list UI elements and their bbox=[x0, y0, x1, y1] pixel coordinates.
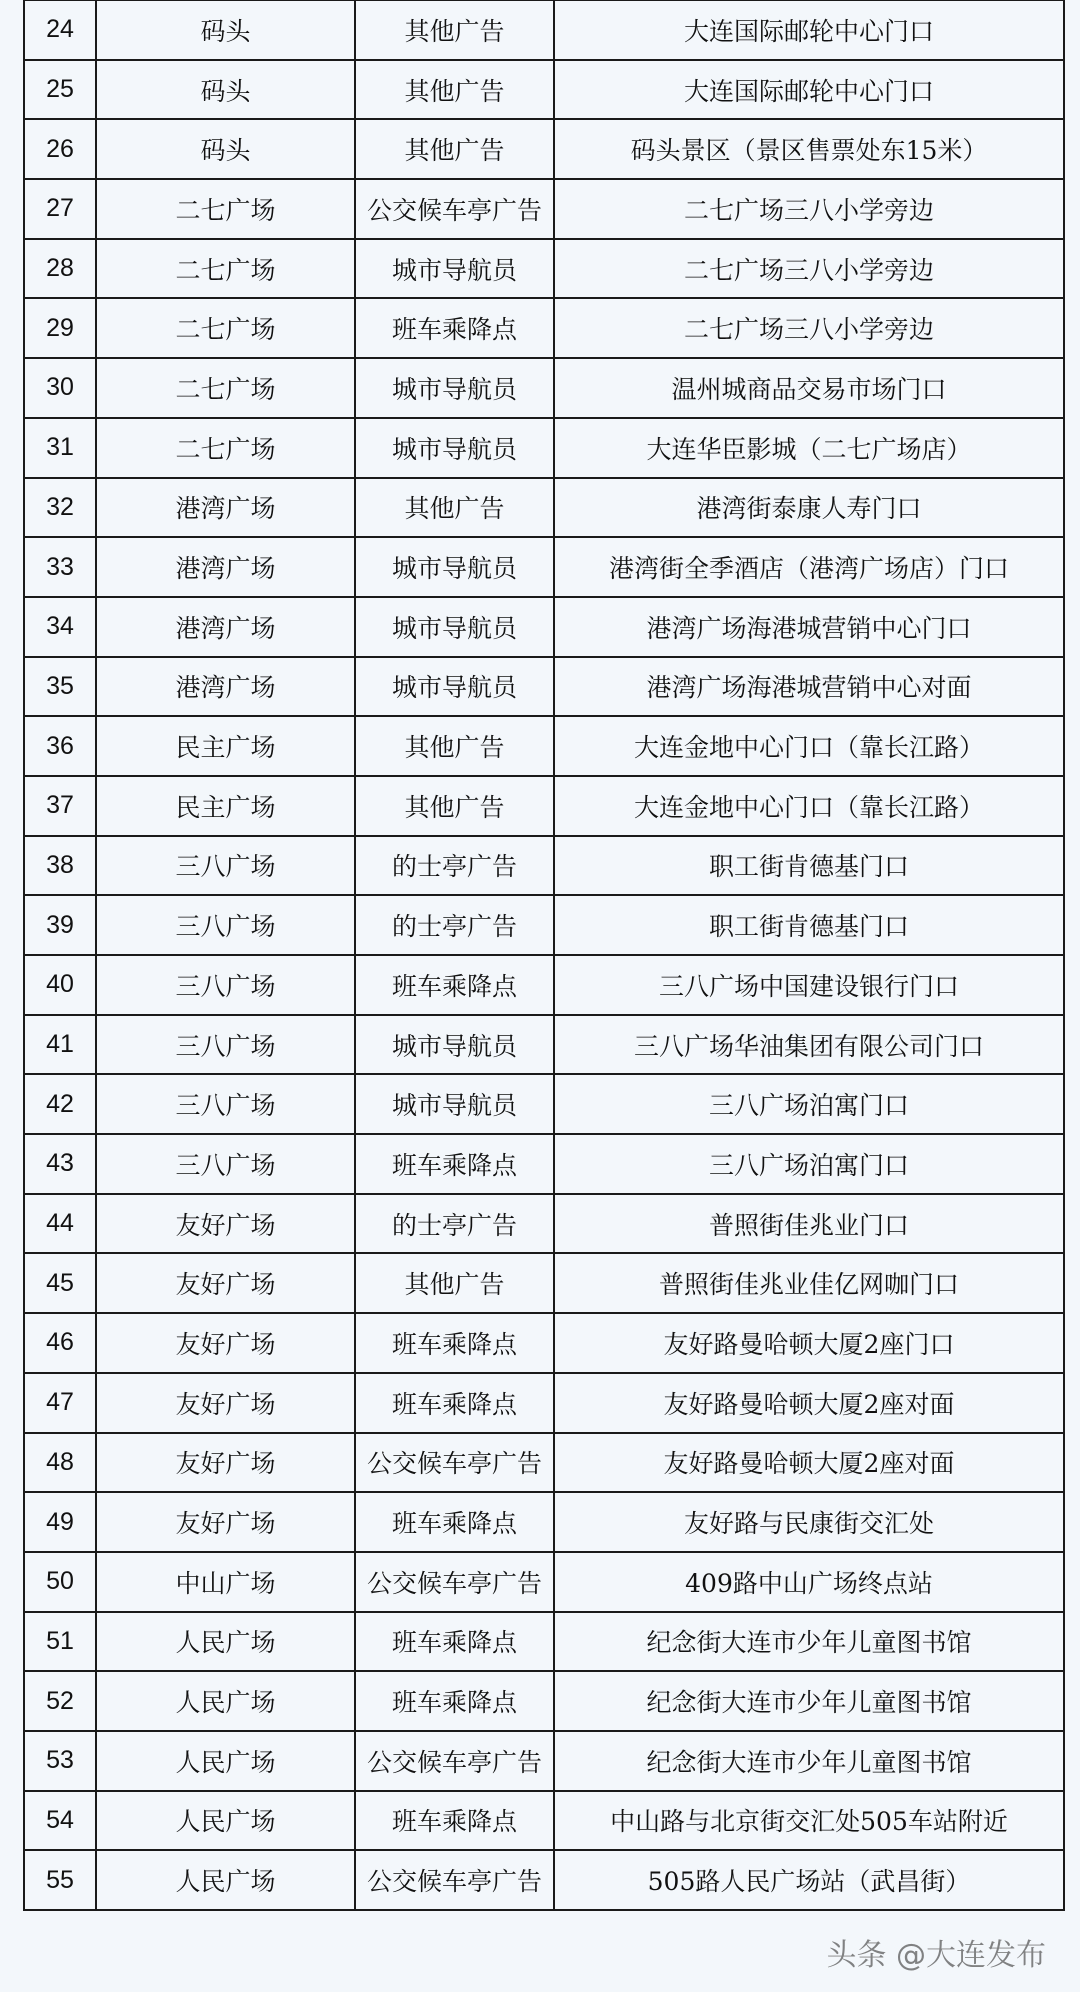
area-cell: 中山广场 bbox=[96, 1552, 355, 1612]
area-cell: 民主广场 bbox=[96, 776, 355, 836]
area-cell: 二七广场 bbox=[96, 239, 355, 299]
table-row bbox=[24, 1731, 1064, 1791]
location-cell: 二七广场三八小学旁边 bbox=[554, 298, 1064, 358]
location-cell: 大连国际邮轮中心门口 bbox=[554, 0, 1064, 60]
location-cell: 友好路曼哈顿大厦2座门口 bbox=[554, 1313, 1064, 1373]
area-cell: 三八广场 bbox=[96, 1134, 355, 1194]
row-number: 27 bbox=[24, 179, 96, 239]
area-cell: 人民广场 bbox=[96, 1612, 355, 1672]
location-cell: 中山路与北京街交汇处505车站附近 bbox=[554, 1791, 1064, 1851]
area-cell: 友好广场 bbox=[96, 1253, 355, 1313]
ad-type-cell: 其他广告 bbox=[355, 1253, 554, 1313]
area-cell: 友好广场 bbox=[96, 1313, 355, 1373]
area-cell: 人民广场 bbox=[96, 1731, 355, 1791]
row-number: 44 bbox=[24, 1194, 96, 1254]
ad-type-cell: 其他广告 bbox=[355, 60, 554, 120]
ad-type-cell: 城市导航员 bbox=[355, 657, 554, 717]
ad-type-cell: 城市导航员 bbox=[355, 1074, 554, 1134]
location-cell: 505路人民广场站（武昌街） bbox=[554, 1850, 1064, 1910]
location-cell: 纪念街大连市少年儿童图书馆 bbox=[554, 1731, 1064, 1791]
table-row bbox=[24, 478, 1064, 538]
ad-type-cell: 城市导航员 bbox=[355, 358, 554, 418]
ad-type-cell: 班车乘降点 bbox=[355, 298, 554, 358]
ad-type-cell: 班车乘降点 bbox=[355, 1671, 554, 1731]
table-row bbox=[24, 119, 1064, 179]
location-cell: 码头景区（景区售票处东15米） bbox=[554, 119, 1064, 179]
table-row bbox=[24, 1253, 1064, 1313]
row-number: 31 bbox=[24, 418, 96, 478]
location-cell: 港湾广场海港城营销中心对面 bbox=[554, 657, 1064, 717]
area-cell: 人民广场 bbox=[96, 1850, 355, 1910]
row-number: 50 bbox=[24, 1552, 96, 1612]
location-cell: 三八广场泊寓门口 bbox=[554, 1074, 1064, 1134]
ad-type-cell: 班车乘降点 bbox=[355, 1791, 554, 1851]
row-number: 30 bbox=[24, 358, 96, 418]
area-cell: 人民广场 bbox=[96, 1671, 355, 1731]
area-cell: 三八广场 bbox=[96, 836, 355, 896]
area-cell: 三八广场 bbox=[96, 1074, 355, 1134]
table-row bbox=[24, 1552, 1064, 1612]
table-row bbox=[24, 418, 1064, 478]
ad-type-cell: 城市导航员 bbox=[355, 418, 554, 478]
ad-type-cell: 城市导航员 bbox=[355, 239, 554, 299]
ad-type-cell: 公交候车亭广告 bbox=[355, 179, 554, 239]
ad-type-cell: 班车乘降点 bbox=[355, 1612, 554, 1672]
ad-type-cell: 其他广告 bbox=[355, 716, 554, 776]
location-cell: 三八广场中国建设银行门口 bbox=[554, 955, 1064, 1015]
location-cell: 纪念街大连市少年儿童图书馆 bbox=[554, 1671, 1064, 1731]
location-cell: 友好路与民康街交汇处 bbox=[554, 1492, 1064, 1552]
table-row bbox=[24, 836, 1064, 896]
table-row bbox=[24, 60, 1064, 120]
ad-type-cell: 公交候车亭广告 bbox=[355, 1433, 554, 1493]
ad-type-cell: 的士亭广告 bbox=[355, 895, 554, 955]
row-number: 40 bbox=[24, 955, 96, 1015]
row-number: 33 bbox=[24, 537, 96, 597]
table-row bbox=[24, 179, 1064, 239]
location-cell: 友好路曼哈顿大厦2座对面 bbox=[554, 1433, 1064, 1493]
table-row bbox=[24, 895, 1064, 955]
area-cell: 三八广场 bbox=[96, 955, 355, 1015]
ad-type-cell: 城市导航员 bbox=[355, 1015, 554, 1075]
row-number: 25 bbox=[24, 60, 96, 120]
area-cell: 港湾广场 bbox=[96, 478, 355, 538]
area-cell: 码头 bbox=[96, 60, 355, 120]
location-cell: 409路中山广场终点站 bbox=[554, 1552, 1064, 1612]
location-cell: 普照街佳兆业门口 bbox=[554, 1194, 1064, 1254]
table-row bbox=[24, 1313, 1064, 1373]
table-row bbox=[24, 776, 1064, 836]
location-cell: 港湾广场海港城营销中心门口 bbox=[554, 597, 1064, 657]
area-cell: 二七广场 bbox=[96, 358, 355, 418]
location-cell: 大连国际邮轮中心门口 bbox=[554, 60, 1064, 120]
table-row bbox=[24, 1850, 1064, 1910]
table-row bbox=[24, 0, 1064, 60]
ad-type-cell: 城市导航员 bbox=[355, 537, 554, 597]
area-cell: 港湾广场 bbox=[96, 597, 355, 657]
location-cell: 港湾街泰康人寿门口 bbox=[554, 478, 1064, 538]
location-cell: 大连华臣影城（二七广场店） bbox=[554, 418, 1064, 478]
row-number: 26 bbox=[24, 119, 96, 179]
row-number: 51 bbox=[24, 1612, 96, 1672]
area-cell: 港湾广场 bbox=[96, 657, 355, 717]
location-cell: 大连金地中心门口（靠长江路） bbox=[554, 716, 1064, 776]
ad-type-cell: 其他广告 bbox=[355, 776, 554, 836]
location-cell: 港湾街全季酒店（港湾广场店）门口 bbox=[554, 537, 1064, 597]
row-number: 53 bbox=[24, 1731, 96, 1791]
area-cell: 二七广场 bbox=[96, 179, 355, 239]
row-number: 34 bbox=[24, 597, 96, 657]
row-number: 42 bbox=[24, 1074, 96, 1134]
ad-type-cell: 班车乘降点 bbox=[355, 955, 554, 1015]
row-number: 29 bbox=[24, 298, 96, 358]
ad-type-cell: 的士亭广告 bbox=[355, 1194, 554, 1254]
row-number: 54 bbox=[24, 1791, 96, 1851]
area-cell: 三八广场 bbox=[96, 895, 355, 955]
ad-type-cell: 公交候车亭广告 bbox=[355, 1552, 554, 1612]
row-number: 35 bbox=[24, 657, 96, 717]
location-cell: 职工街肯德基门口 bbox=[554, 895, 1064, 955]
location-cell: 二七广场三八小学旁边 bbox=[554, 179, 1064, 239]
table-row bbox=[24, 597, 1064, 657]
area-cell: 三八广场 bbox=[96, 1015, 355, 1075]
ad-type-cell: 其他广告 bbox=[355, 119, 554, 179]
row-number: 28 bbox=[24, 239, 96, 299]
table-row bbox=[24, 1074, 1064, 1134]
area-cell: 码头 bbox=[96, 119, 355, 179]
row-number: 45 bbox=[24, 1253, 96, 1313]
table-row bbox=[24, 537, 1064, 597]
table-row bbox=[24, 1671, 1064, 1731]
ad-location-table bbox=[23, 0, 1065, 1911]
row-number: 48 bbox=[24, 1433, 96, 1493]
table-row bbox=[24, 657, 1064, 717]
location-cell: 纪念街大连市少年儿童图书馆 bbox=[554, 1612, 1064, 1672]
area-cell: 友好广场 bbox=[96, 1194, 355, 1254]
area-cell: 人民广场 bbox=[96, 1791, 355, 1851]
location-cell: 温州城商品交易市场门口 bbox=[554, 358, 1064, 418]
ad-type-cell: 班车乘降点 bbox=[355, 1373, 554, 1433]
ad-type-cell: 公交候车亭广告 bbox=[355, 1850, 554, 1910]
table-row bbox=[24, 1492, 1064, 1552]
ad-type-cell: 其他广告 bbox=[355, 478, 554, 538]
table-row bbox=[24, 1015, 1064, 1075]
row-number: 32 bbox=[24, 478, 96, 538]
ad-type-cell: 城市导航员 bbox=[355, 597, 554, 657]
row-number: 24 bbox=[24, 0, 96, 60]
area-cell: 民主广场 bbox=[96, 716, 355, 776]
row-number: 46 bbox=[24, 1313, 96, 1373]
area-cell: 友好广场 bbox=[96, 1373, 355, 1433]
table-row bbox=[24, 358, 1064, 418]
area-cell: 码头 bbox=[96, 0, 355, 60]
area-cell: 港湾广场 bbox=[96, 537, 355, 597]
location-cell: 三八广场华油集团有限公司门口 bbox=[554, 1015, 1064, 1075]
table-row bbox=[24, 716, 1064, 776]
area-cell: 二七广场 bbox=[96, 418, 355, 478]
ad-type-cell: 班车乘降点 bbox=[355, 1313, 554, 1373]
table-row bbox=[24, 1612, 1064, 1672]
ad-type-cell: 班车乘降点 bbox=[355, 1134, 554, 1194]
ad-type-cell: 公交候车亭广告 bbox=[355, 1731, 554, 1791]
area-cell: 友好广场 bbox=[96, 1492, 355, 1552]
location-cell: 职工街肯德基门口 bbox=[554, 836, 1064, 896]
table-row bbox=[24, 239, 1064, 299]
table-row bbox=[24, 1433, 1064, 1493]
location-cell: 普照街佳兆业佳亿网咖门口 bbox=[554, 1253, 1064, 1313]
watermark: 头条 @大连发布 bbox=[826, 1938, 1046, 1973]
ad-type-cell: 的士亭广告 bbox=[355, 836, 554, 896]
area-cell: 友好广场 bbox=[96, 1433, 355, 1493]
area-cell: 二七广场 bbox=[96, 298, 355, 358]
ad-type-cell: 其他广告 bbox=[355, 0, 554, 60]
table-row bbox=[24, 1373, 1064, 1433]
table-row bbox=[24, 1791, 1064, 1851]
row-number: 43 bbox=[24, 1134, 96, 1194]
location-cell: 三八广场泊寓门口 bbox=[554, 1134, 1064, 1194]
table-row bbox=[24, 1134, 1064, 1194]
row-number: 36 bbox=[24, 716, 96, 776]
table-row bbox=[24, 1194, 1064, 1254]
row-number: 37 bbox=[24, 776, 96, 836]
location-cell: 友好路曼哈顿大厦2座对面 bbox=[554, 1373, 1064, 1433]
location-cell: 大连金地中心门口（靠长江路） bbox=[554, 776, 1064, 836]
row-number: 41 bbox=[24, 1015, 96, 1075]
row-number: 38 bbox=[24, 836, 96, 896]
table-row bbox=[24, 955, 1064, 1015]
row-number: 39 bbox=[24, 895, 96, 955]
row-number: 49 bbox=[24, 1492, 96, 1552]
ad-type-cell: 班车乘降点 bbox=[355, 1492, 554, 1552]
location-cell: 二七广场三八小学旁边 bbox=[554, 239, 1064, 299]
row-number: 55 bbox=[24, 1850, 96, 1910]
row-number: 47 bbox=[24, 1373, 96, 1433]
table-row bbox=[24, 298, 1064, 358]
row-number: 52 bbox=[24, 1671, 96, 1731]
